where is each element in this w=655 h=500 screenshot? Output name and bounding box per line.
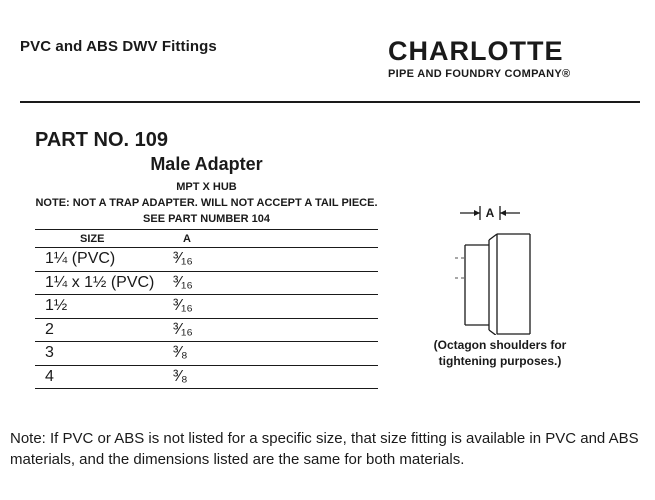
size-cell: 2 <box>45 320 54 338</box>
shoulder-line <box>489 234 497 240</box>
dimension-arrowhead <box>474 210 480 216</box>
table-row <box>35 272 378 296</box>
dimension-table <box>35 229 378 389</box>
a-value-cell: ³⁄₁₆ <box>173 250 193 267</box>
header-divider <box>20 101 640 103</box>
a-value-cell: ³⁄₈ <box>173 344 188 361</box>
table-header <box>35 230 378 248</box>
table-row <box>35 342 378 366</box>
caption-line: tightening purposes.) <box>438 354 562 368</box>
size-cell: 4 <box>45 367 54 385</box>
footnote: Note: If PVC or ABS is not listed for a specific size, that size fitting is available in PVC and ABS materials, and the dimensions listed are the same for both materials. <box>10 430 639 468</box>
a-value-cell: ³⁄₈ <box>173 367 188 385</box>
brand-logo-tagline: PIPE AND FOUNDRY COMPANY® <box>388 68 571 80</box>
caption-line: (Octagon shoulders for <box>433 338 567 352</box>
column-header-size: SIZE <box>80 233 105 245</box>
fitting-diagram <box>455 200 555 335</box>
diagram-caption <box>420 337 580 369</box>
size-cell: 1¼ (PVC) <box>45 250 116 267</box>
dimension-arrowhead <box>500 210 506 216</box>
table-row <box>35 366 378 390</box>
a-value-cell: ³⁄₁₆ <box>173 297 193 314</box>
part-note: NOTE: NOT A TRAP ADAPTER. WILL NOT ACCEPT A TAIL PIECE. <box>35 197 378 209</box>
table-row <box>35 319 378 343</box>
size-cell: 1¼ x 1½ (PVC) <box>45 273 155 291</box>
column-header-a: A <box>183 233 191 245</box>
table-row <box>35 248 378 272</box>
dimension-label-a: A <box>485 206 495 220</box>
part-number: PART NO. 109 <box>35 129 168 151</box>
a-value-cell: ³⁄₁₆ <box>173 320 193 338</box>
shoulder-line <box>489 330 497 335</box>
size-cell: 3 <box>45 344 54 361</box>
size-cell: 1½ <box>45 297 68 314</box>
a-value-cell: ³⁄₁₆ <box>173 273 193 291</box>
brand-logo-name: CHARLOTTE <box>388 36 564 66</box>
document-title: PVC and ABS DWV Fittings <box>20 38 217 55</box>
part-name: Male Adapter <box>150 154 263 174</box>
table-row <box>35 295 378 319</box>
part-connection: MPT X HUB <box>176 181 237 193</box>
part-see-also: SEE PART NUMBER 104 <box>143 213 270 225</box>
